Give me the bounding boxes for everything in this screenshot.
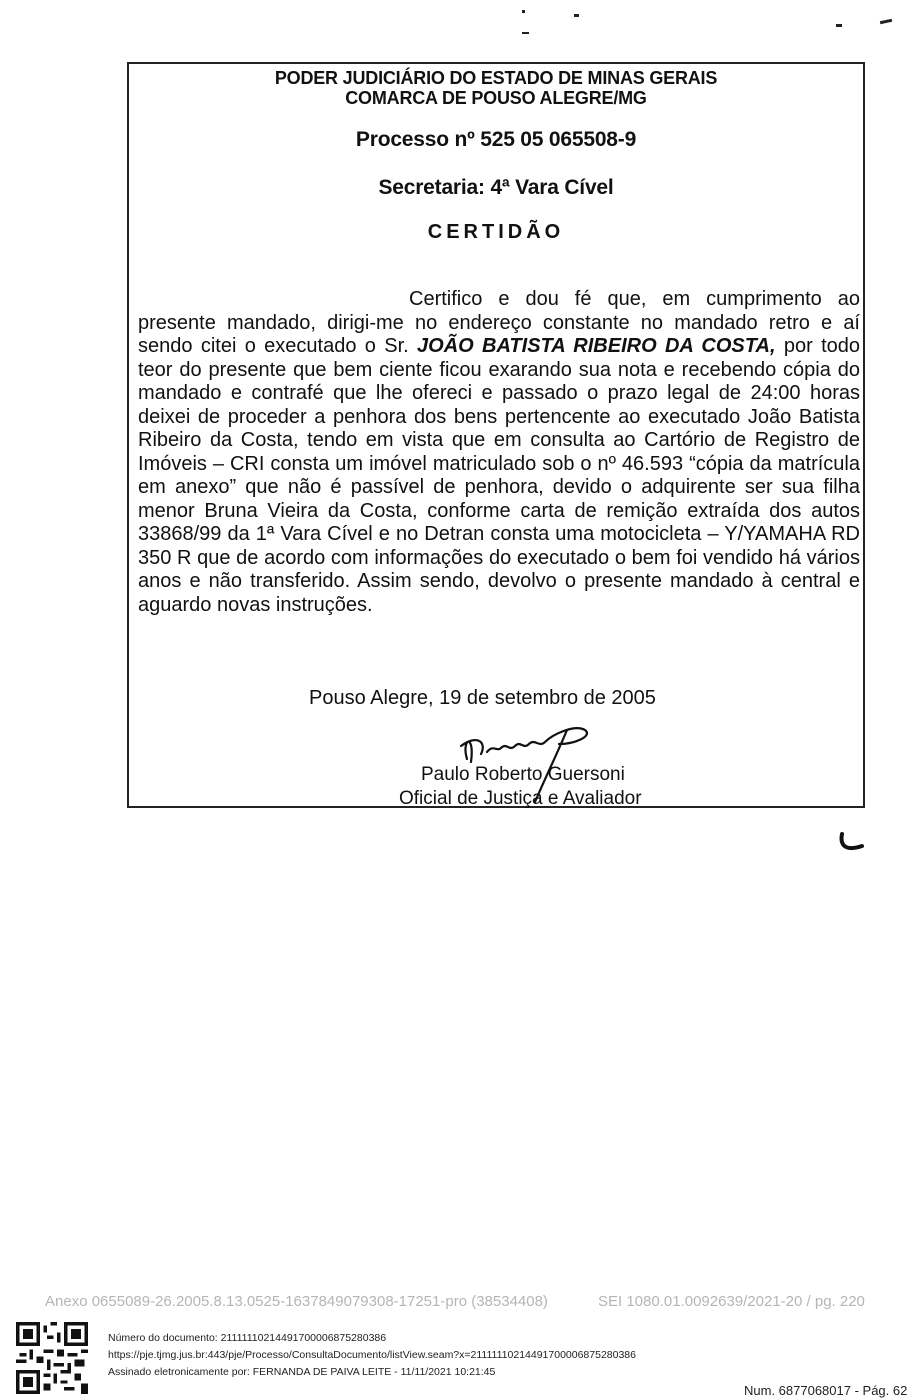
certificate-frame — [127, 62, 865, 808]
document-number: Número do documento: 21111110214491700006875280386 — [108, 1332, 387, 1344]
annex-stamp: Anexo 0655089-26.2005.8.13.0525-1637849079308-17251-pro (38534408) — [45, 1293, 548, 1310]
scan-speck — [880, 19, 892, 24]
certificate-body — [138, 288, 860, 617]
document-url[interactable]: https://pje.tjmg.jus.br:443/pje/Processo/ConsultaDocumento/listView.seam?x=21111110214491700006875280386 — [108, 1349, 636, 1361]
check-mark — [838, 832, 866, 856]
body-rest: por todo teor do presente que bem ciente ficou exarando sua nota e recebendo cópia do mandado e contrafé que lhe ofereci e passado o prazo legal de 24:00 horas deixei de proceder a penhora dos bens pertencente ao executado João Batista Ribeiro da Costa, tendo em vista que em consulta ao Cartório de Registro de Imóveis – CRI consta um imóvel matriculado sob o nº 46.593 “cópia da matrícula em anexo” que não é passível de penhora, devido o adquirente ser sua filha menor Bruna Vieira da Costa, conforme carta de remição extraída dos autos 33868/99 da 1ª Vara Cível e no Detran consta uma motocicleta – Y/YAMAHA RD 350 R que de acordo com informações do executado o bem foi vendido há vários anos e não transferido. Assim sendo, devolvo o presente mandado à central e aguardo novas instruções. — [138, 335, 860, 616]
scan-speck — [522, 10, 525, 13]
scan-speck — [574, 14, 579, 17]
sei-stamp: SEI 1080.01.0092639/2021-20 / pg. 220 — [598, 1293, 865, 1310]
certificate-paragraph — [138, 288, 860, 617]
district-name: COMARCA DE POUSO ALEGRE/MG — [345, 88, 647, 108]
signer-name: Paulo Roberto Guersoni — [421, 764, 625, 785]
process-number: Processo nº 525 05 065508-9 — [355, 128, 637, 151]
document-title: CERTIDÃO — [427, 221, 565, 243]
electronic-signature: Assinado eletronicamente por: FERNANDA DE PAIVA LEITE - 11/11/2021 10:21:45 — [108, 1366, 496, 1378]
scan-speck — [522, 32, 529, 34]
scan-speck — [836, 24, 842, 27]
place-date: Pouso Alegre, 19 de setembro de 2005 — [309, 687, 656, 709]
signer-role: Oficial de Justiça e Avaliador — [399, 788, 642, 809]
body-intro: Certifico e dou fé que, em cumprimento ao presente mandado, dirigi-me no endereço constante no mandado retro e aí sendo citei o executado o Sr. — [138, 288, 860, 357]
court-name: PODER JUDICIÁRIO DO ESTADO DE MINAS GERAIS — [274, 68, 718, 88]
defendant-name: JOÃO BATISTA RIBEIRO DA COSTA, — [417, 335, 776, 357]
secretariat: Secretaria: 4ª Vara Cível — [378, 176, 614, 199]
page-number: Num. 6877068017 - Pág. 62 — [744, 1383, 908, 1398]
qr-code — [16, 1322, 88, 1394]
